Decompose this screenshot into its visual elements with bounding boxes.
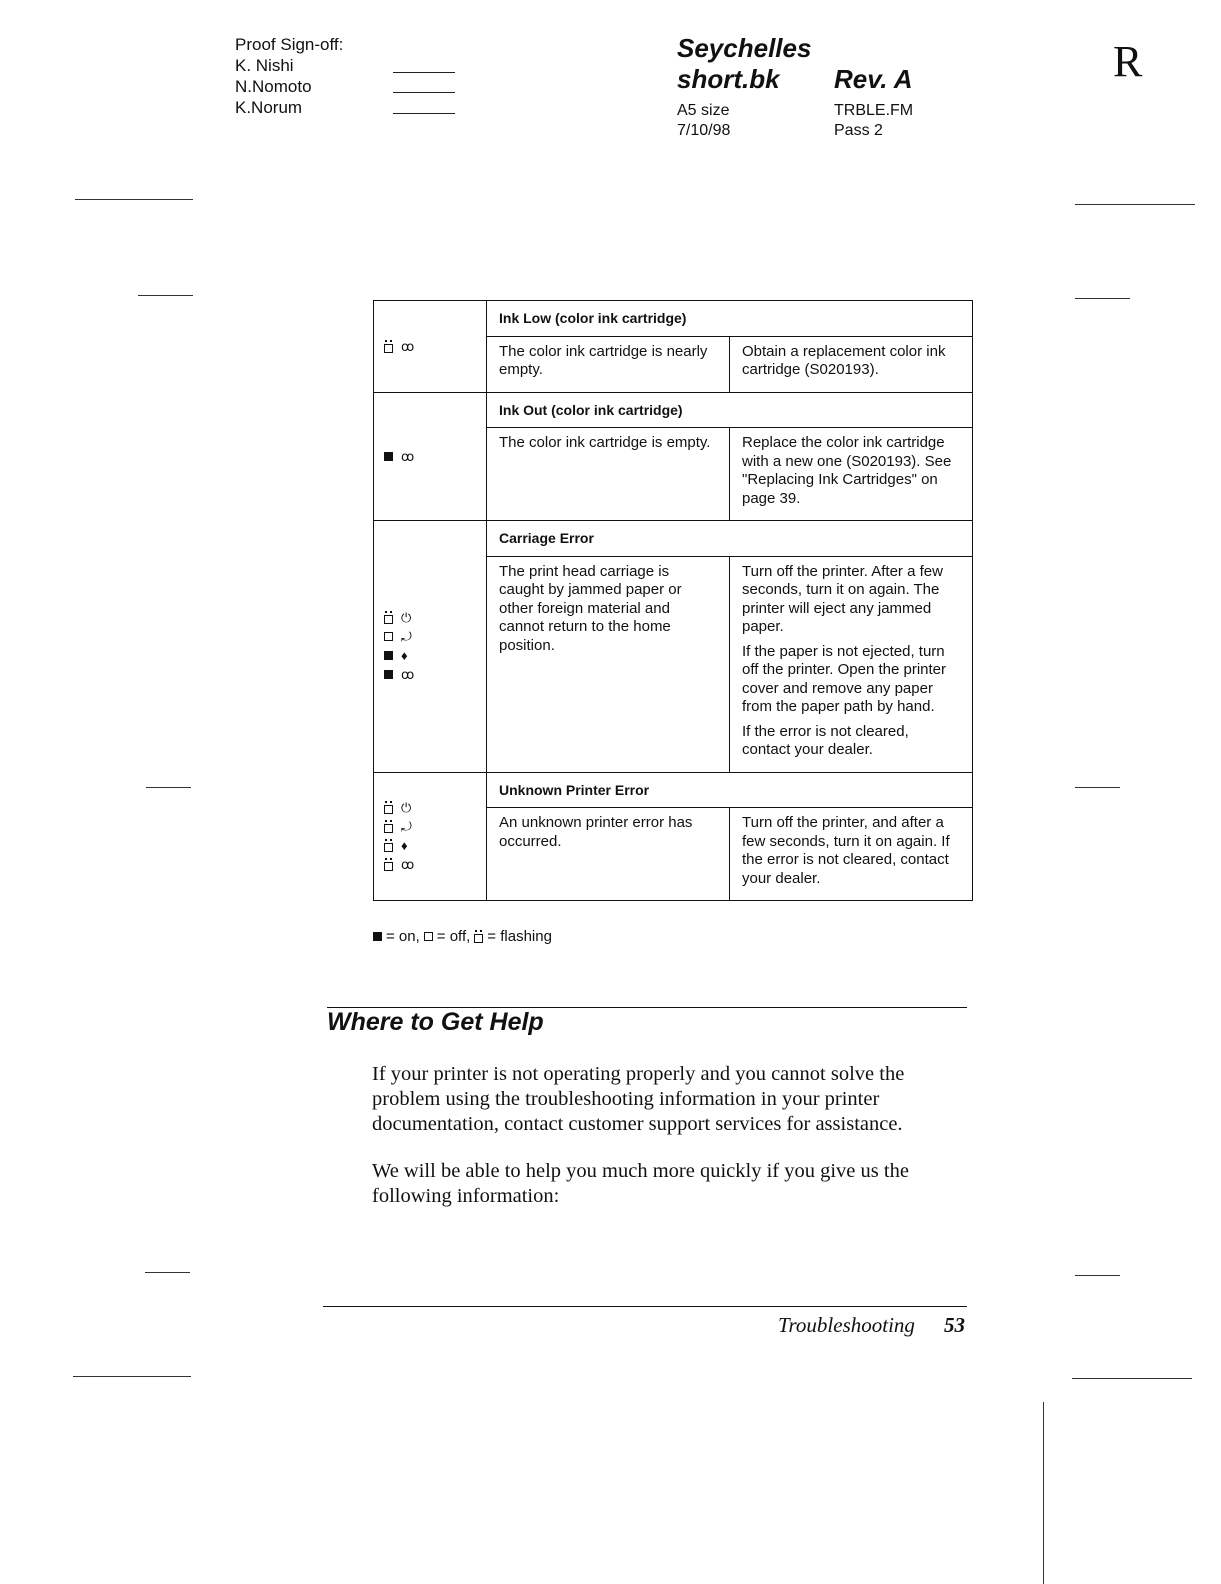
remedy-text: If the error is not cleared, contact your dealer. (742, 722, 909, 758)
signer-name: K. Nishi (235, 56, 294, 75)
error-title: Ink Out (color ink cartridge) (487, 392, 973, 428)
power-icon: ⏻ (401, 610, 412, 626)
error-title: Unknown Printer Error (487, 772, 973, 808)
proof-signoff (235, 34, 343, 118)
body-paragraph: We will be able to help you much more quickly if you give us the following information: (372, 1160, 909, 1207)
signoff-label: Proof Sign-off: (235, 35, 344, 54)
paper-out-icon: ⤾ (401, 819, 412, 835)
error-title: Carriage Error (487, 521, 973, 557)
section-title: Where to Get Help (327, 1008, 544, 1036)
indicator-cell (374, 772, 487, 901)
crop-mark (1075, 1275, 1120, 1276)
remedy-text: If the paper is not ejected, turn off the printer. Open the printer cover and remove any paper from the paper path by hand. (742, 642, 947, 715)
page-meta-right (834, 101, 913, 141)
error-remedy (730, 808, 973, 901)
page-number: 53 (944, 1313, 965, 1337)
pass-number: Pass 2 (834, 122, 883, 139)
light-on-icon (384, 670, 393, 679)
indicator-cell (374, 521, 487, 773)
light-flashing-icon (384, 615, 393, 624)
indicator-legend (373, 928, 552, 945)
revision: Rev. A (834, 64, 913, 94)
crop-mark (1075, 787, 1120, 788)
color-ink-icon: ꝏ (401, 667, 415, 683)
crop-mark (138, 295, 193, 296)
remedy-text: Replace the color ink cartridge with a new one (S020193). See "Replacing Ink Cartridges" on page 39. (742, 434, 952, 507)
error-remedy (730, 556, 973, 772)
light-on-icon (384, 651, 393, 660)
light-flashing-icon (384, 862, 393, 871)
error-cause: An unknown printer error has occurred. (487, 808, 730, 901)
color-ink-icon: ꝏ (401, 448, 415, 464)
paper-out-icon: ⤾ (401, 629, 412, 645)
page-size: A5 size (677, 102, 730, 119)
error-cause: The color ink cartridge is empty. (487, 428, 730, 521)
remedy-text: Obtain a replacement color ink cartridge (S020193). (742, 342, 946, 378)
light-flashing-icon (384, 824, 393, 833)
error-cause: The color ink cartridge is nearly empty. (487, 336, 730, 392)
light-flashing-icon (384, 344, 393, 353)
page-date: 7/10/98 (677, 122, 731, 139)
body-paragraph: If your printer is not operating properly and you cannot solve the problem using the troubleshooting information in your printer documentation, contact customer support services for assistance. (372, 1063, 905, 1135)
file-name: short.bk (677, 64, 780, 94)
corner-letter: R (1113, 37, 1143, 86)
light-on-icon (384, 452, 393, 461)
indicator-cell (374, 301, 487, 393)
signature-line (393, 92, 455, 93)
error-remedy (730, 428, 973, 521)
book-info (677, 33, 811, 95)
signature-line (393, 113, 455, 114)
black-ink-icon: ♦ (401, 838, 408, 854)
crop-mark (146, 787, 191, 788)
color-ink-icon: ꝏ (401, 338, 415, 354)
light-off-icon (424, 932, 433, 941)
remedy-text: Turn off the printer, and after a few seconds, turn it on again. If the error is not cleared, contact your dealer. (742, 814, 950, 887)
footer-rule (323, 1306, 967, 1307)
indicator-cell (374, 392, 487, 521)
light-flashing-icon (384, 805, 393, 814)
error-cause: The print head carriage is caught by jammed paper or other foreign material and cannot return to the home position. (487, 556, 730, 772)
legend-off: = off, (436, 928, 471, 945)
crop-mark (73, 1376, 191, 1377)
error-indicator-table (373, 300, 973, 901)
legend-on: = on, (386, 928, 420, 945)
power-icon: ⏻ (401, 800, 412, 816)
color-ink-icon: ꝏ (401, 857, 415, 873)
signer-name: N.Nomoto (235, 77, 312, 96)
crop-mark (1075, 298, 1130, 299)
crop-mark (145, 1272, 190, 1273)
black-ink-icon: ♦ (401, 648, 408, 664)
signature-line (393, 72, 455, 73)
remedy-text: Turn off the printer. After a few seconds, turn it on again. The printer will eject any jammed paper. (742, 562, 943, 635)
page-meta-left (677, 101, 730, 141)
book-name: Seychelles (677, 33, 812, 63)
light-flashing-icon (384, 843, 393, 852)
signer-name: K.Norum (235, 98, 303, 117)
light-on-icon (373, 932, 382, 941)
crop-mark (1072, 1378, 1192, 1379)
light-off-icon (384, 632, 393, 641)
crop-mark (75, 199, 193, 200)
error-remedy (730, 336, 973, 392)
crop-mark-vertical (1043, 1402, 1044, 1584)
light-flashing-icon (474, 934, 483, 943)
error-title: Ink Low (color ink cartridge) (487, 301, 973, 337)
footer-chapter: Troubleshooting (778, 1313, 915, 1337)
frame-file: TRBLE.FM (834, 102, 914, 119)
crop-mark (1075, 204, 1195, 205)
legend-flash: = flashing (487, 928, 552, 945)
